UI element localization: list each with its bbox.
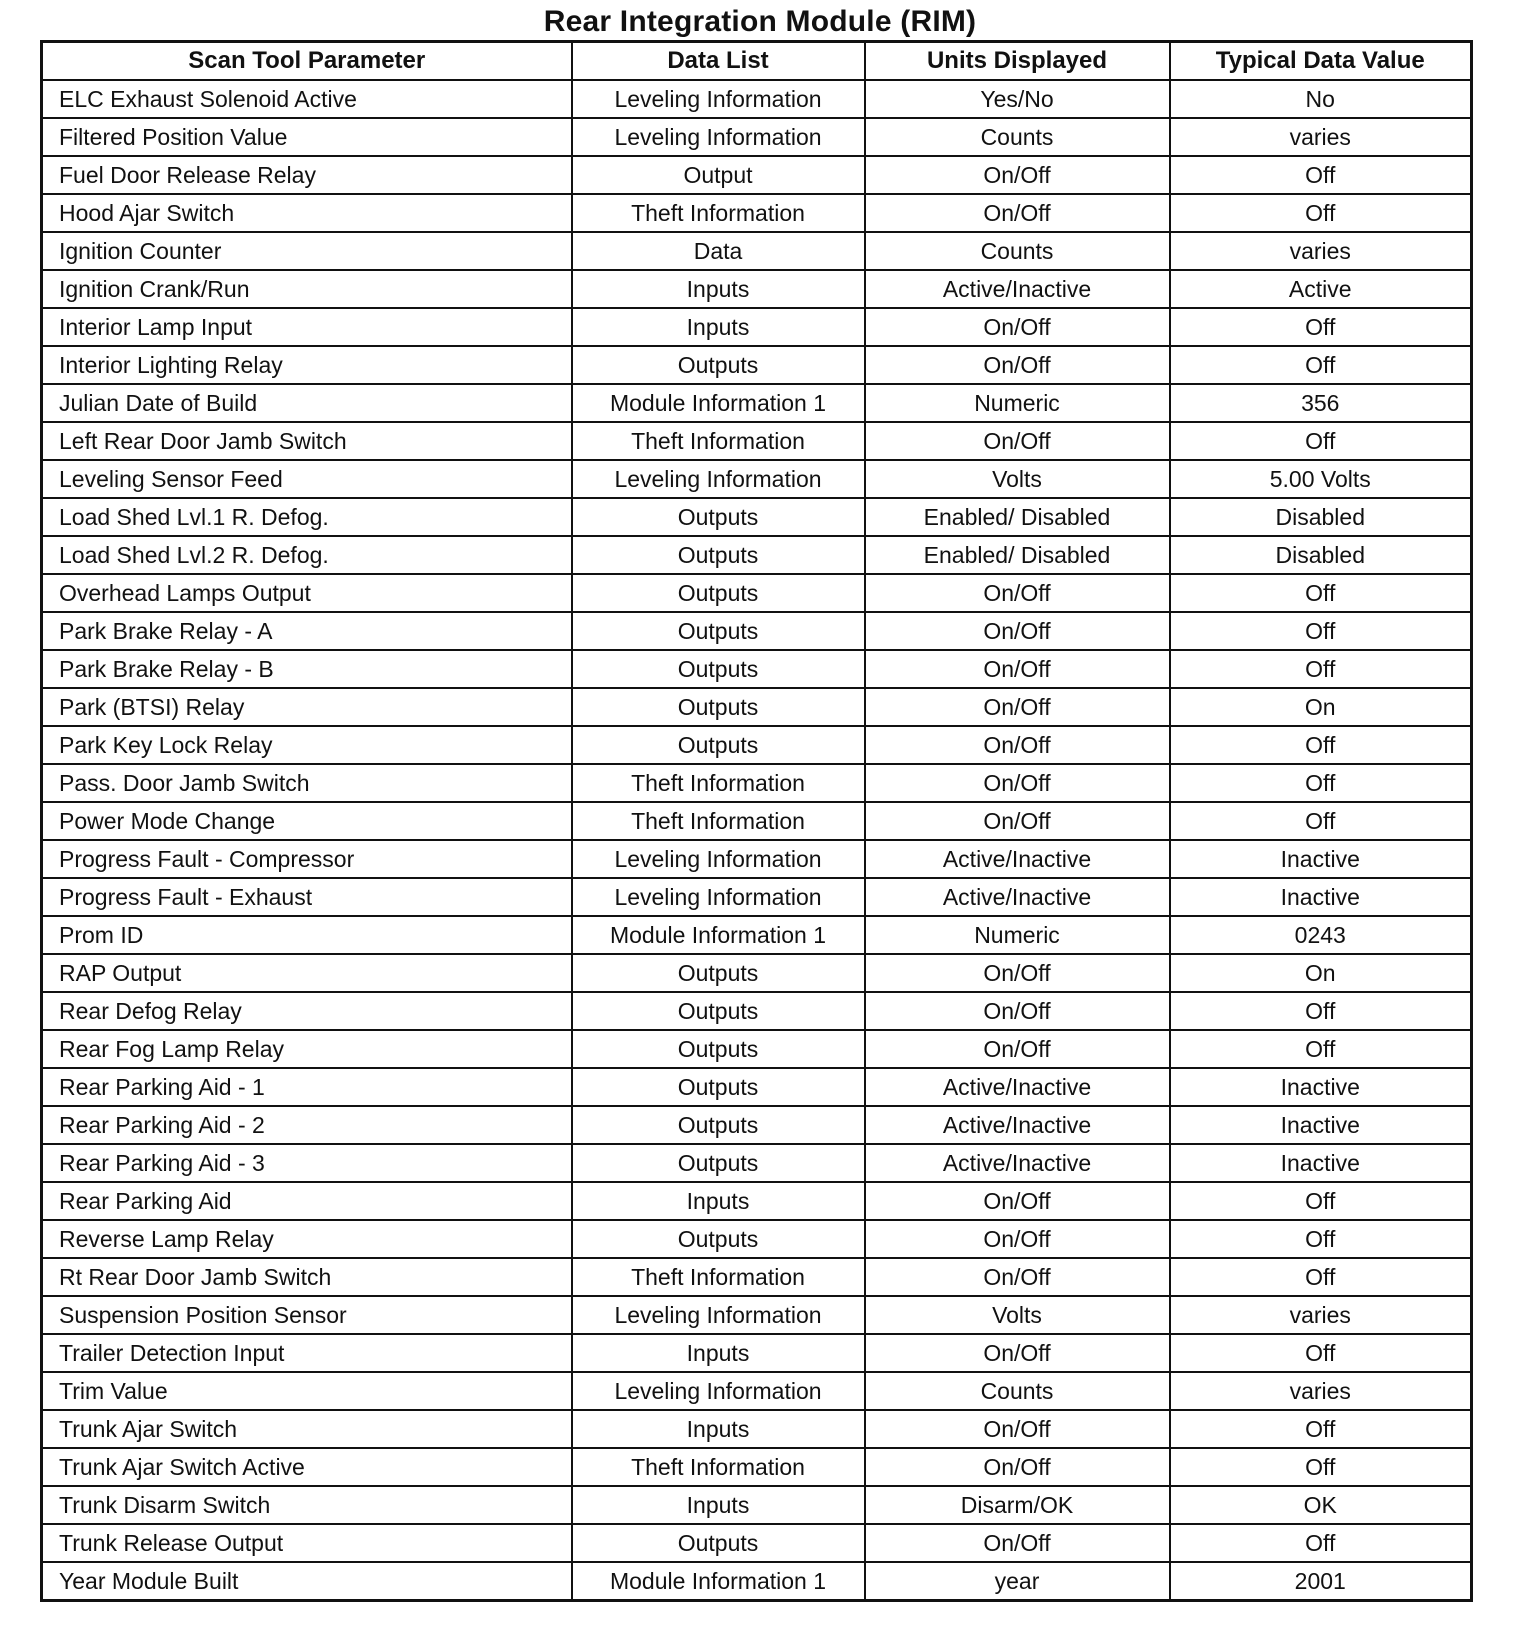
- header-row: [42, 42, 1472, 81]
- cell-units-displayed: Volts: [865, 1296, 1170, 1334]
- cell-units-displayed: year: [865, 1562, 1170, 1601]
- cell-scan-tool-parameter: Trim Value: [42, 1372, 572, 1410]
- cell-typical-data-value: Off: [1170, 650, 1472, 688]
- cell-typical-data-value: Off: [1170, 726, 1472, 764]
- cell-scan-tool-parameter: Ignition Counter: [42, 232, 572, 270]
- cell-data-list: Inputs: [572, 270, 865, 308]
- cell-scan-tool-parameter: Trunk Ajar Switch Active: [42, 1448, 572, 1486]
- cell-typical-data-value: Off: [1170, 992, 1472, 1030]
- cell-typical-data-value: Disabled: [1170, 498, 1472, 536]
- cell-data-list: Leveling Information: [572, 1296, 865, 1334]
- header-units-displayed: Units Displayed: [865, 42, 1170, 81]
- cell-typical-data-value: No: [1170, 80, 1472, 118]
- cell-data-list: Module Information 1: [572, 916, 865, 954]
- cell-scan-tool-parameter: Trunk Disarm Switch: [42, 1486, 572, 1524]
- cell-units-displayed: On/Off: [865, 1030, 1170, 1068]
- cell-units-displayed: Active/Inactive: [865, 1068, 1170, 1106]
- cell-typical-data-value: Inactive: [1170, 1068, 1472, 1106]
- cell-typical-data-value: Active: [1170, 270, 1472, 308]
- cell-scan-tool-parameter: Park Key Lock Relay: [42, 726, 572, 764]
- cell-scan-tool-parameter: Julian Date of Build: [42, 384, 572, 422]
- table-row: [42, 1524, 1472, 1562]
- cell-typical-data-value: 2001: [1170, 1562, 1472, 1601]
- cell-typical-data-value: 5.00 Volts: [1170, 460, 1472, 498]
- cell-data-list: Leveling Information: [572, 878, 865, 916]
- cell-scan-tool-parameter: Interior Lamp Input: [42, 308, 572, 346]
- cell-units-displayed: On/Off: [865, 1258, 1170, 1296]
- table-row: [42, 536, 1472, 574]
- cell-data-list: Outputs: [572, 1068, 865, 1106]
- cell-scan-tool-parameter: Rear Defog Relay: [42, 992, 572, 1030]
- table-row: [42, 726, 1472, 764]
- cell-data-list: Theft Information: [572, 1258, 865, 1296]
- cell-units-displayed: On/Off: [865, 156, 1170, 194]
- table-row: [42, 422, 1472, 460]
- table-row: [42, 878, 1472, 916]
- cell-units-displayed: Numeric: [865, 916, 1170, 954]
- table-row: [42, 612, 1472, 650]
- cell-typical-data-value: OK: [1170, 1486, 1472, 1524]
- table-row: [42, 1220, 1472, 1258]
- cell-typical-data-value: Inactive: [1170, 1106, 1472, 1144]
- cell-typical-data-value: varies: [1170, 118, 1472, 156]
- cell-typical-data-value: Inactive: [1170, 840, 1472, 878]
- table-row: [42, 1372, 1472, 1410]
- cell-data-list: Leveling Information: [572, 840, 865, 878]
- cell-typical-data-value: Off: [1170, 612, 1472, 650]
- cell-scan-tool-parameter: Load Shed Lvl.1 R. Defog.: [42, 498, 572, 536]
- table-row: [42, 270, 1472, 308]
- cell-scan-tool-parameter: Fuel Door Release Relay: [42, 156, 572, 194]
- table-row: [42, 1068, 1472, 1106]
- cell-typical-data-value: Off: [1170, 802, 1472, 840]
- table-header: [42, 42, 1472, 81]
- cell-typical-data-value: Off: [1170, 156, 1472, 194]
- cell-typical-data-value: On: [1170, 688, 1472, 726]
- cell-units-displayed: On/Off: [865, 992, 1170, 1030]
- header-scan-tool-parameter: Scan Tool Parameter: [42, 42, 572, 81]
- cell-data-list: Outputs: [572, 650, 865, 688]
- cell-units-displayed: On/Off: [865, 726, 1170, 764]
- cell-scan-tool-parameter: Progress Fault - Compressor: [42, 840, 572, 878]
- cell-scan-tool-parameter: Reverse Lamp Relay: [42, 1220, 572, 1258]
- cell-typical-data-value: Off: [1170, 1258, 1472, 1296]
- cell-units-displayed: Active/Inactive: [865, 840, 1170, 878]
- cell-data-list: Theft Information: [572, 764, 865, 802]
- cell-units-displayed: Active/Inactive: [865, 270, 1170, 308]
- cell-units-displayed: On/Off: [865, 1182, 1170, 1220]
- cell-units-displayed: On/Off: [865, 1410, 1170, 1448]
- table-row: [42, 954, 1472, 992]
- page-title: Rear Integration Module (RIM): [543, 5, 977, 38]
- cell-data-list: Inputs: [572, 1410, 865, 1448]
- cell-data-list: Inputs: [572, 1182, 865, 1220]
- cell-units-displayed: On/Off: [865, 1220, 1170, 1258]
- cell-typical-data-value: varies: [1170, 1372, 1472, 1410]
- table-row: [42, 1486, 1472, 1524]
- cell-units-displayed: On/Off: [865, 346, 1170, 384]
- cell-scan-tool-parameter: Suspension Position Sensor: [42, 1296, 572, 1334]
- cell-scan-tool-parameter: Power Mode Change: [42, 802, 572, 840]
- table-row: [42, 650, 1472, 688]
- cell-data-list: Output: [572, 156, 865, 194]
- cell-scan-tool-parameter: Pass. Door Jamb Switch: [42, 764, 572, 802]
- cell-units-displayed: Enabled/ Disabled: [865, 498, 1170, 536]
- cell-scan-tool-parameter: Rear Parking Aid - 1: [42, 1068, 572, 1106]
- cell-typical-data-value: Off: [1170, 1410, 1472, 1448]
- cell-data-list: Inputs: [572, 308, 865, 346]
- cell-typical-data-value: varies: [1170, 1296, 1472, 1334]
- table-row: [42, 1448, 1472, 1486]
- rim-data-table: [40, 40, 1473, 1602]
- cell-units-displayed: On/Off: [865, 574, 1170, 612]
- table-row: [42, 840, 1472, 878]
- cell-data-list: Outputs: [572, 536, 865, 574]
- cell-scan-tool-parameter: Rear Parking Aid - 2: [42, 1106, 572, 1144]
- table-row: [42, 1410, 1472, 1448]
- cell-units-displayed: Numeric: [865, 384, 1170, 422]
- table-body: [42, 80, 1472, 1601]
- cell-typical-data-value: 356: [1170, 384, 1472, 422]
- cell-data-list: Inputs: [572, 1486, 865, 1524]
- cell-scan-tool-parameter: Hood Ajar Switch: [42, 194, 572, 232]
- table-row: [42, 992, 1472, 1030]
- cell-units-displayed: Enabled/ Disabled: [865, 536, 1170, 574]
- cell-units-displayed: On/Off: [865, 1334, 1170, 1372]
- cell-units-displayed: Active/Inactive: [865, 878, 1170, 916]
- table-row: [42, 1030, 1472, 1068]
- cell-typical-data-value: On: [1170, 954, 1472, 992]
- cell-units-displayed: On/Off: [865, 802, 1170, 840]
- cell-units-displayed: Counts: [865, 232, 1170, 270]
- cell-data-list: Theft Information: [572, 802, 865, 840]
- cell-units-displayed: On/Off: [865, 194, 1170, 232]
- cell-typical-data-value: Disabled: [1170, 536, 1472, 574]
- cell-data-list: Outputs: [572, 612, 865, 650]
- cell-scan-tool-parameter: Rear Parking Aid - 3: [42, 1144, 572, 1182]
- header-data-list: Data List: [572, 42, 865, 81]
- cell-scan-tool-parameter: Rt Rear Door Jamb Switch: [42, 1258, 572, 1296]
- cell-scan-tool-parameter: ELC Exhaust Solenoid Active: [42, 80, 572, 118]
- cell-scan-tool-parameter: Rear Fog Lamp Relay: [42, 1030, 572, 1068]
- cell-scan-tool-parameter: Leveling Sensor Feed: [42, 460, 572, 498]
- table-row: [42, 802, 1472, 840]
- cell-scan-tool-parameter: Park Brake Relay - A: [42, 612, 572, 650]
- cell-data-list: Leveling Information: [572, 118, 865, 156]
- table-row: [42, 346, 1472, 384]
- cell-typical-data-value: 0243: [1170, 916, 1472, 954]
- table-row: [42, 194, 1472, 232]
- cell-data-list: Leveling Information: [572, 1372, 865, 1410]
- cell-scan-tool-parameter: Trailer Detection Input: [42, 1334, 572, 1372]
- table-row: [42, 460, 1472, 498]
- cell-units-displayed: Active/Inactive: [865, 1106, 1170, 1144]
- cell-scan-tool-parameter: Progress Fault - Exhaust: [42, 878, 572, 916]
- cell-data-list: Outputs: [572, 574, 865, 612]
- cell-units-displayed: On/Off: [865, 1524, 1170, 1562]
- cell-units-displayed: Yes/No: [865, 80, 1170, 118]
- table-row: [42, 498, 1472, 536]
- cell-units-displayed: Volts: [865, 460, 1170, 498]
- cell-scan-tool-parameter: Year Module Built: [42, 1562, 572, 1601]
- cell-units-displayed: On/Off: [865, 308, 1170, 346]
- cell-typical-data-value: Off: [1170, 308, 1472, 346]
- cell-scan-tool-parameter: Filtered Position Value: [42, 118, 572, 156]
- cell-data-list: Outputs: [572, 992, 865, 1030]
- cell-units-displayed: On/Off: [865, 650, 1170, 688]
- cell-typical-data-value: Off: [1170, 1030, 1472, 1068]
- table-row: [42, 156, 1472, 194]
- cell-typical-data-value: Off: [1170, 346, 1472, 384]
- cell-scan-tool-parameter: Prom ID: [42, 916, 572, 954]
- table-row: [42, 688, 1472, 726]
- table-row: [42, 916, 1472, 954]
- table-row: [42, 574, 1472, 612]
- cell-data-list: Outputs: [572, 1524, 865, 1562]
- cell-units-displayed: Disarm/OK: [865, 1486, 1170, 1524]
- cell-data-list: Outputs: [572, 726, 865, 764]
- cell-units-displayed: On/Off: [865, 954, 1170, 992]
- cell-scan-tool-parameter: Overhead Lamps Output: [42, 574, 572, 612]
- cell-data-list: Outputs: [572, 1144, 865, 1182]
- cell-scan-tool-parameter: Load Shed Lvl.2 R. Defog.: [42, 536, 572, 574]
- cell-data-list: Outputs: [572, 1106, 865, 1144]
- cell-scan-tool-parameter: Rear Parking Aid: [42, 1182, 572, 1220]
- cell-data-list: Outputs: [572, 1030, 865, 1068]
- cell-data-list: Module Information 1: [572, 384, 865, 422]
- cell-scan-tool-parameter: Park (BTSI) Relay: [42, 688, 572, 726]
- cell-units-displayed: On/Off: [865, 422, 1170, 460]
- cell-typical-data-value: Off: [1170, 194, 1472, 232]
- cell-units-displayed: Counts: [865, 118, 1170, 156]
- cell-typical-data-value: Off: [1170, 1524, 1472, 1562]
- cell-scan-tool-parameter: Left Rear Door Jamb Switch: [42, 422, 572, 460]
- cell-data-list: Module Information 1: [572, 1562, 865, 1601]
- header-typical-data-value: Typical Data Value: [1170, 42, 1472, 81]
- cell-typical-data-value: Inactive: [1170, 1144, 1472, 1182]
- table-row: [42, 232, 1472, 270]
- cell-data-list: Theft Information: [572, 194, 865, 232]
- table-row: [42, 80, 1472, 118]
- cell-data-list: Outputs: [572, 346, 865, 384]
- table-row: [42, 308, 1472, 346]
- cell-data-list: Leveling Information: [572, 460, 865, 498]
- table-row: [42, 1296, 1472, 1334]
- cell-typical-data-value: Off: [1170, 422, 1472, 460]
- cell-typical-data-value: Off: [1170, 764, 1472, 802]
- cell-scan-tool-parameter: Ignition Crank/Run: [42, 270, 572, 308]
- table-row: [42, 1182, 1472, 1220]
- cell-data-list: Outputs: [572, 1220, 865, 1258]
- cell-scan-tool-parameter: Park Brake Relay - B: [42, 650, 572, 688]
- cell-units-displayed: On/Off: [865, 1448, 1170, 1486]
- cell-data-list: Outputs: [572, 498, 865, 536]
- cell-scan-tool-parameter: Trunk Release Output: [42, 1524, 572, 1562]
- cell-typical-data-value: Inactive: [1170, 878, 1472, 916]
- cell-data-list: Inputs: [572, 1334, 865, 1372]
- table-row: [42, 764, 1472, 802]
- cell-typical-data-value: Off: [1170, 1220, 1472, 1258]
- cell-units-displayed: On/Off: [865, 688, 1170, 726]
- cell-data-list: Data: [572, 232, 865, 270]
- cell-scan-tool-parameter: RAP Output: [42, 954, 572, 992]
- cell-scan-tool-parameter: Trunk Ajar Switch: [42, 1410, 572, 1448]
- table-row: [42, 1334, 1472, 1372]
- table-row: [42, 384, 1472, 422]
- table-row: [42, 1562, 1472, 1601]
- table-row: [42, 1106, 1472, 1144]
- table-row: [42, 1258, 1472, 1296]
- cell-typical-data-value: Off: [1170, 574, 1472, 612]
- cell-units-displayed: On/Off: [865, 764, 1170, 802]
- cell-data-list: Outputs: [572, 954, 865, 992]
- cell-typical-data-value: Off: [1170, 1182, 1472, 1220]
- table-row: [42, 1144, 1472, 1182]
- cell-data-list: Outputs: [572, 688, 865, 726]
- cell-typical-data-value: Off: [1170, 1448, 1472, 1486]
- cell-typical-data-value: varies: [1170, 232, 1472, 270]
- cell-data-list: Theft Information: [572, 1448, 865, 1486]
- cell-units-displayed: Counts: [865, 1372, 1170, 1410]
- cell-typical-data-value: Off: [1170, 1334, 1472, 1372]
- table-row: [42, 118, 1472, 156]
- cell-units-displayed: Active/Inactive: [865, 1144, 1170, 1182]
- cell-scan-tool-parameter: Interior Lighting Relay: [42, 346, 572, 384]
- cell-units-displayed: On/Off: [865, 612, 1170, 650]
- cell-data-list: Theft Information: [572, 422, 865, 460]
- cell-data-list: Leveling Information: [572, 80, 865, 118]
